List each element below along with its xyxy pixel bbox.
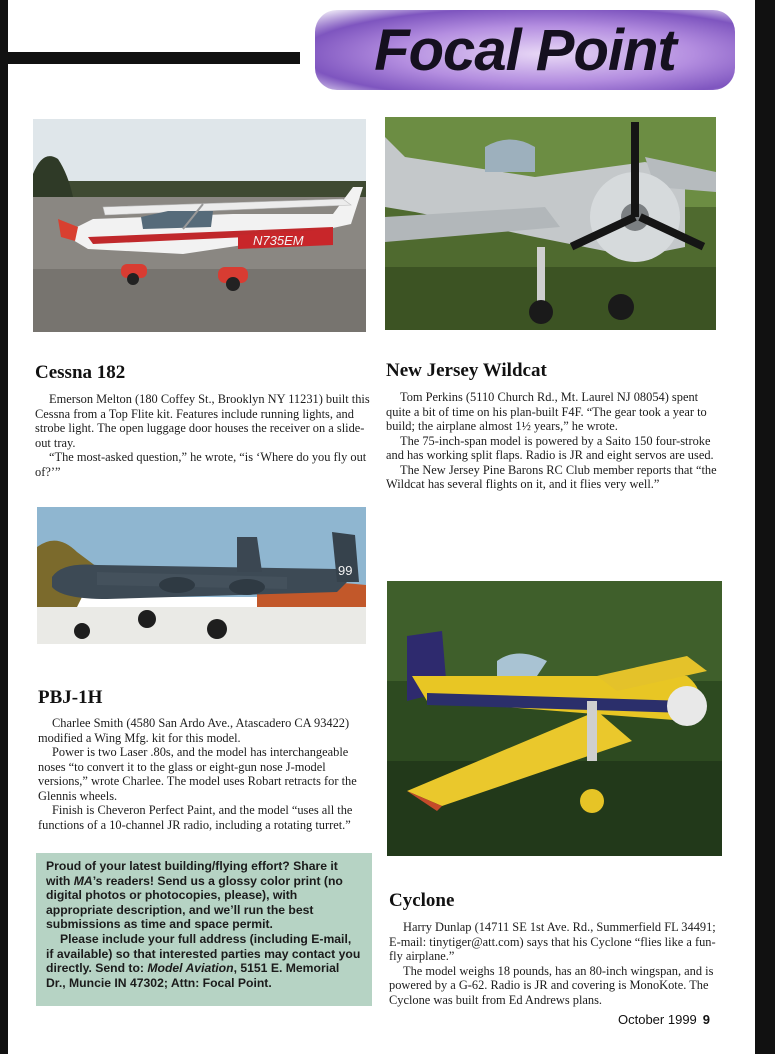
pbj-paragraph: Finish is Cheveron Perfect Paint, and the model “uses all the functions of a 10-channel JR radio, including a rotating turret.” bbox=[38, 803, 353, 832]
pbj-tail-number: 99 bbox=[338, 563, 353, 578]
page-edge-right bbox=[755, 0, 775, 1054]
pbj-body bbox=[38, 716, 372, 832]
callout-paragraph: Please include your full address (including E-mail, if available) so that interested parties may contact you directly. Send to: Model Aviation, 5151 E. Memorial Dr., Muncie IN 47302; Attn: Focal Point. bbox=[46, 931, 361, 990]
cyclone-photo bbox=[387, 581, 722, 856]
wildcat-photo bbox=[385, 117, 716, 330]
pbj-photo bbox=[37, 507, 366, 644]
wildcat-paragraph: The New Jersey Pine Barons RC Club member reports that “the Wildcat has several flights on it, and it flies very well.” bbox=[386, 462, 717, 491]
cessna-title: Cessna 182 bbox=[35, 362, 126, 383]
wildcat-paragraph: The 75-inch-span model is powered by a Saito 150 four-stroke and has working split flaps. Radio is JR and eight servos are used. bbox=[386, 433, 714, 462]
cessna-tail-number: N735EM bbox=[253, 233, 304, 248]
cessna-paragraph: Emerson Melton (180 Coffey St., Brooklyn NY 11231) built this Cessna from a Top Flite kit. Features include running lights, and strobe light. The open luggage door houses the receiver on a slide-out tray. bbox=[35, 392, 370, 450]
wildcat-paragraph: Tom Perkins (5110 Church Rd., Mt. Laurel NJ 08054) spent quite a bit of time on his plan-built F4F. “The gear took a year to build; the airplane almost 1½ years,” he wrote. bbox=[386, 390, 707, 433]
cyclone-body bbox=[389, 920, 723, 1007]
masthead-rule bbox=[8, 52, 300, 64]
cyclone-title: Cyclone bbox=[389, 890, 455, 911]
cyclone-paragraph: The model weighs 18 pounds, has an 80-inch wingspan, and is powered by a G-62. Radio is JR and covering is MonoKote. The Cyclone was built from Ed Andrews plans. bbox=[389, 963, 714, 1007]
cessna-body bbox=[35, 392, 370, 479]
wildcat-body bbox=[386, 390, 719, 492]
cessna-paragraph: “The most-asked question,” he wrote, “is ‘Where do you fly out of?’” bbox=[35, 450, 367, 479]
masthead bbox=[315, 10, 735, 90]
submission-callout bbox=[36, 853, 372, 1006]
wildcat-title: New Jersey Wildcat bbox=[386, 360, 547, 381]
pbj-title: PBJ-1H bbox=[38, 687, 103, 708]
pbj-paragraph: Charlee Smith (4580 San Ardo Ave., Atascadero CA 93422) modified a Wing Mfg. kit for this model. bbox=[38, 716, 350, 745]
masthead-title: Focal Point bbox=[374, 17, 676, 83]
issue-date: October 1999 bbox=[618, 1012, 697, 1027]
pbj-paragraph: Power is two Laser .80s, and the model has interchangeable noses “to convert it to the glass or eight-gun nose J-model versions,” wrote Charlee. The model uses Robart retracts for the Glennis wheels. bbox=[38, 745, 357, 803]
cyclone-paragraph: Harry Dunlap (14711 SE 1st Ave. Rd., Summerfield FL 34491; E-mail: tinytiger@att.com) says that his Cyclone “flies like a fun-fly airplane.” bbox=[389, 920, 716, 963]
callout-paragraph: Proud of your latest building/flying effort? Share it with MA’s readers! Send us a glossy color print (no digital photos or photocopies, please), with appropriate description, and we’ll run the best submissions as time and space permit. bbox=[46, 859, 343, 932]
page-edge-left bbox=[0, 0, 8, 1054]
folio bbox=[618, 1012, 710, 1027]
cessna-photo bbox=[33, 119, 366, 332]
page-number: 9 bbox=[702, 1012, 711, 1027]
